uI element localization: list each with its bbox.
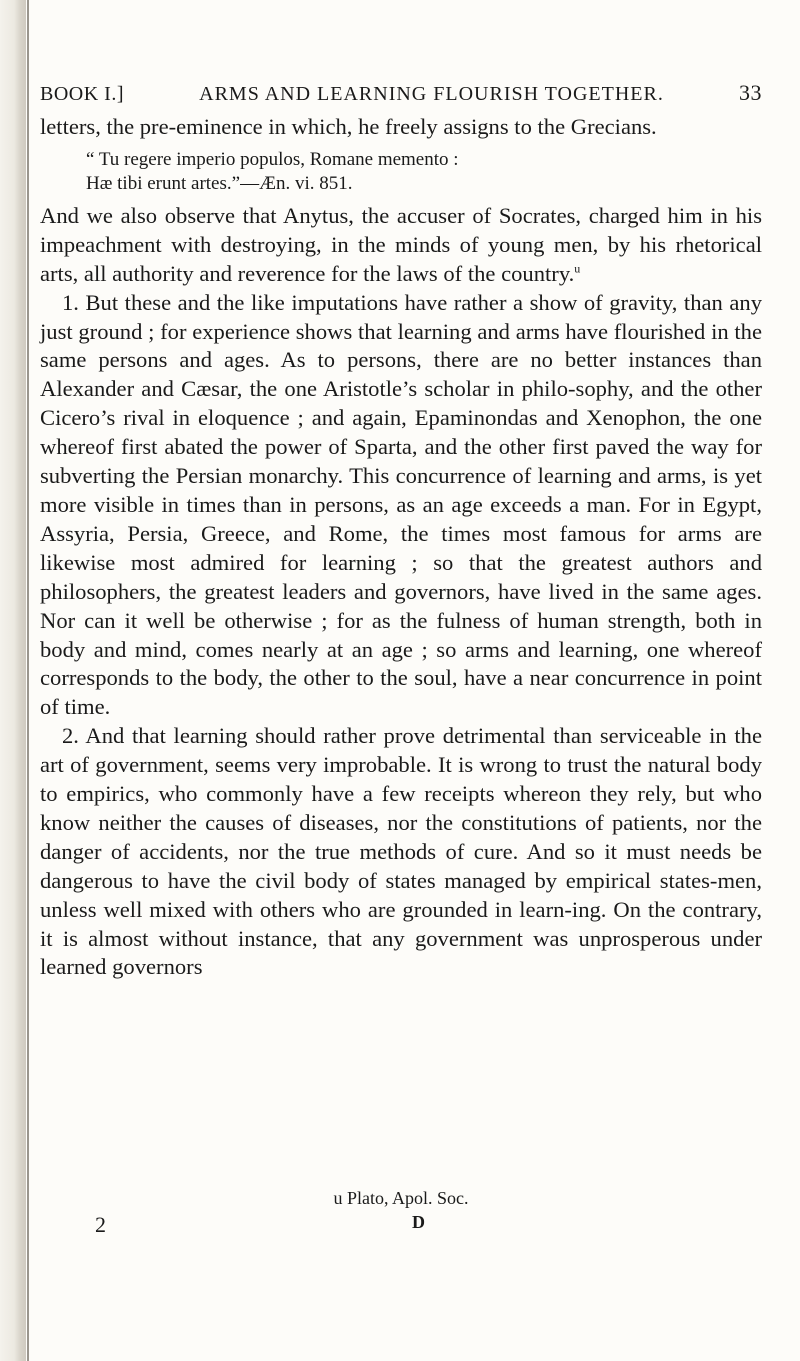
footnote: u Plato, Apol. Soc. — [333, 1188, 469, 1208]
paragraph-anytus-text: And we also observe that Anytus, the accuser of Socrates, charged him in his impeachment with destroying, in the minds of young men, by his rhetorical arts, all authority and reverence for the laws of the country. — [40, 202, 762, 286]
book-label: BOOK I.] — [40, 83, 124, 105]
body-text — [40, 113, 762, 982]
paragraph-continuation: letters, the pre-eminence in which, he freely assigns to the Grecians. — [40, 114, 657, 139]
binding-edge — [0, 0, 26, 1361]
paragraph-1: 1. But these and the like imputations have rather a show of gravity, than any just ground ; for experience shows that learning and arms have flourished in the same persons and ages. As to persons, there are no better instances than Alexander and Cæsar, the one Aristotle’s scholar in philo-sophy, and the other Cicero’s rival in eloquence ; and again, Epaminondas and Xenophon, the one whereof first abated the power of Sparta, and the other first paved the way for subverting the Persian monarchy. This concurrence of learning and arms, is yet more visible in times than in persons, as an age exceeds a man. For in Egypt, Assyria, Persia, Greece, and Rome, the times most famous for arms are likewise most admired for learning ; so that the greatest authors and philosophers, the greatest leaders and governors, have lived in the same ages. Nor can it well be otherwise ; for as the fulness of human strength, both in body and mind, comes nearly at an age ; so arms and learning, one whereof corresponds to the body, the other to the soul, have a near concurrence in point of time. — [40, 289, 762, 720]
quote-line-2: Hæ tibi erunt artes.”—Æn. vi. 851. — [86, 172, 353, 194]
binding-rule — [27, 0, 29, 1361]
quote-line-1: “ Tu regere imperio populos, Romane memento : — [86, 148, 459, 170]
paragraph-2: 2. And that learning should rather prove detrimental than serviceable in the art of government, seems very improbable. It is wrong to trust the natural body to empirics, who commonly have a few receipts whereon they rely, but who know neither the causes of diseases, nor the constitutions of patients, nor the danger of accidents, nor the true methods of cure. And so it must needs be dangerous to have the civil body of states managed by empirical states-men, unless well mixed with others who are grounded in learn-ing. On the contrary, it is almost without instance, that any government was unprosperous under learned governors — [40, 723, 762, 980]
footnote-marker: u — [574, 261, 581, 276]
latin-quotation — [40, 148, 762, 196]
signature-number: 2 — [95, 1212, 106, 1237]
chapter-title: ARMS AND LEARNING FLOURISH TOGETHER. — [199, 83, 664, 105]
paragraph-anytus — [40, 202, 762, 289]
running-head — [40, 80, 762, 106]
signature-letter: D — [412, 1212, 425, 1232]
page-number: 33 — [739, 80, 762, 105]
